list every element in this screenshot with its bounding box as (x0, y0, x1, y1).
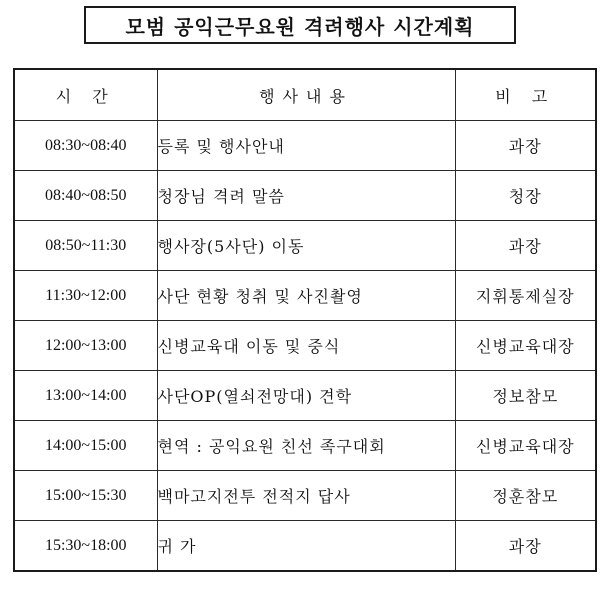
row-content: 등록 및 행사안내 (157, 121, 455, 171)
row-note: 신병교육대장 (455, 421, 596, 471)
row-time: 08:40~08:50 (14, 171, 157, 221)
row-note: 과장 (455, 221, 596, 271)
header-content: 행사내용 (157, 69, 455, 121)
table-row (14, 521, 596, 572)
row-time: 12:00~13:00 (14, 321, 157, 371)
table-row (14, 371, 596, 421)
row-note: 과장 (455, 121, 596, 171)
row-time: 11:30~12:00 (14, 271, 157, 321)
row-content: 현역 : 공익요원 친선 족구대회 (157, 421, 455, 471)
row-content: 백마고지전투 전적지 답사 (157, 471, 455, 521)
row-time: 08:30~08:40 (14, 121, 157, 171)
header-note: 비 고 (455, 69, 596, 121)
row-note: 신병교육대장 (455, 321, 596, 371)
row-content: 신병교육대 이동 및 중식 (157, 321, 455, 371)
table-row (14, 471, 596, 521)
table-row (14, 171, 596, 221)
schedule-table (13, 68, 597, 572)
row-content: 사단OP(열쇠전망대) 견학 (157, 371, 455, 421)
row-content: 귀 가 (157, 521, 455, 572)
table-header-row (14, 69, 596, 121)
row-note: 정보참모 (455, 371, 596, 421)
header-time: 시 간 (14, 69, 157, 121)
row-time: 14:00~15:00 (14, 421, 157, 471)
table-row (14, 321, 596, 371)
table-row (14, 421, 596, 471)
row-content: 청장님 격려 말씀 (157, 171, 455, 221)
row-time: 08:50~11:30 (14, 221, 157, 271)
row-time: 13:00~14:00 (14, 371, 157, 421)
row-content: 행사장(5사단) 이동 (157, 221, 455, 271)
row-time: 15:30~18:00 (14, 521, 157, 572)
row-content: 사단 현황 청취 및 사진촬영 (157, 271, 455, 321)
row-note: 청장 (455, 171, 596, 221)
row-note: 지휘통제실장 (455, 271, 596, 321)
row-note: 과장 (455, 521, 596, 572)
table-row (14, 221, 596, 271)
row-time: 15:00~15:30 (14, 471, 157, 521)
document-title: 모범 공익근무요원 격려행사 시간계획 (84, 6, 516, 44)
row-note: 정훈참모 (455, 471, 596, 521)
table-row (14, 271, 596, 321)
table-row (14, 121, 596, 171)
